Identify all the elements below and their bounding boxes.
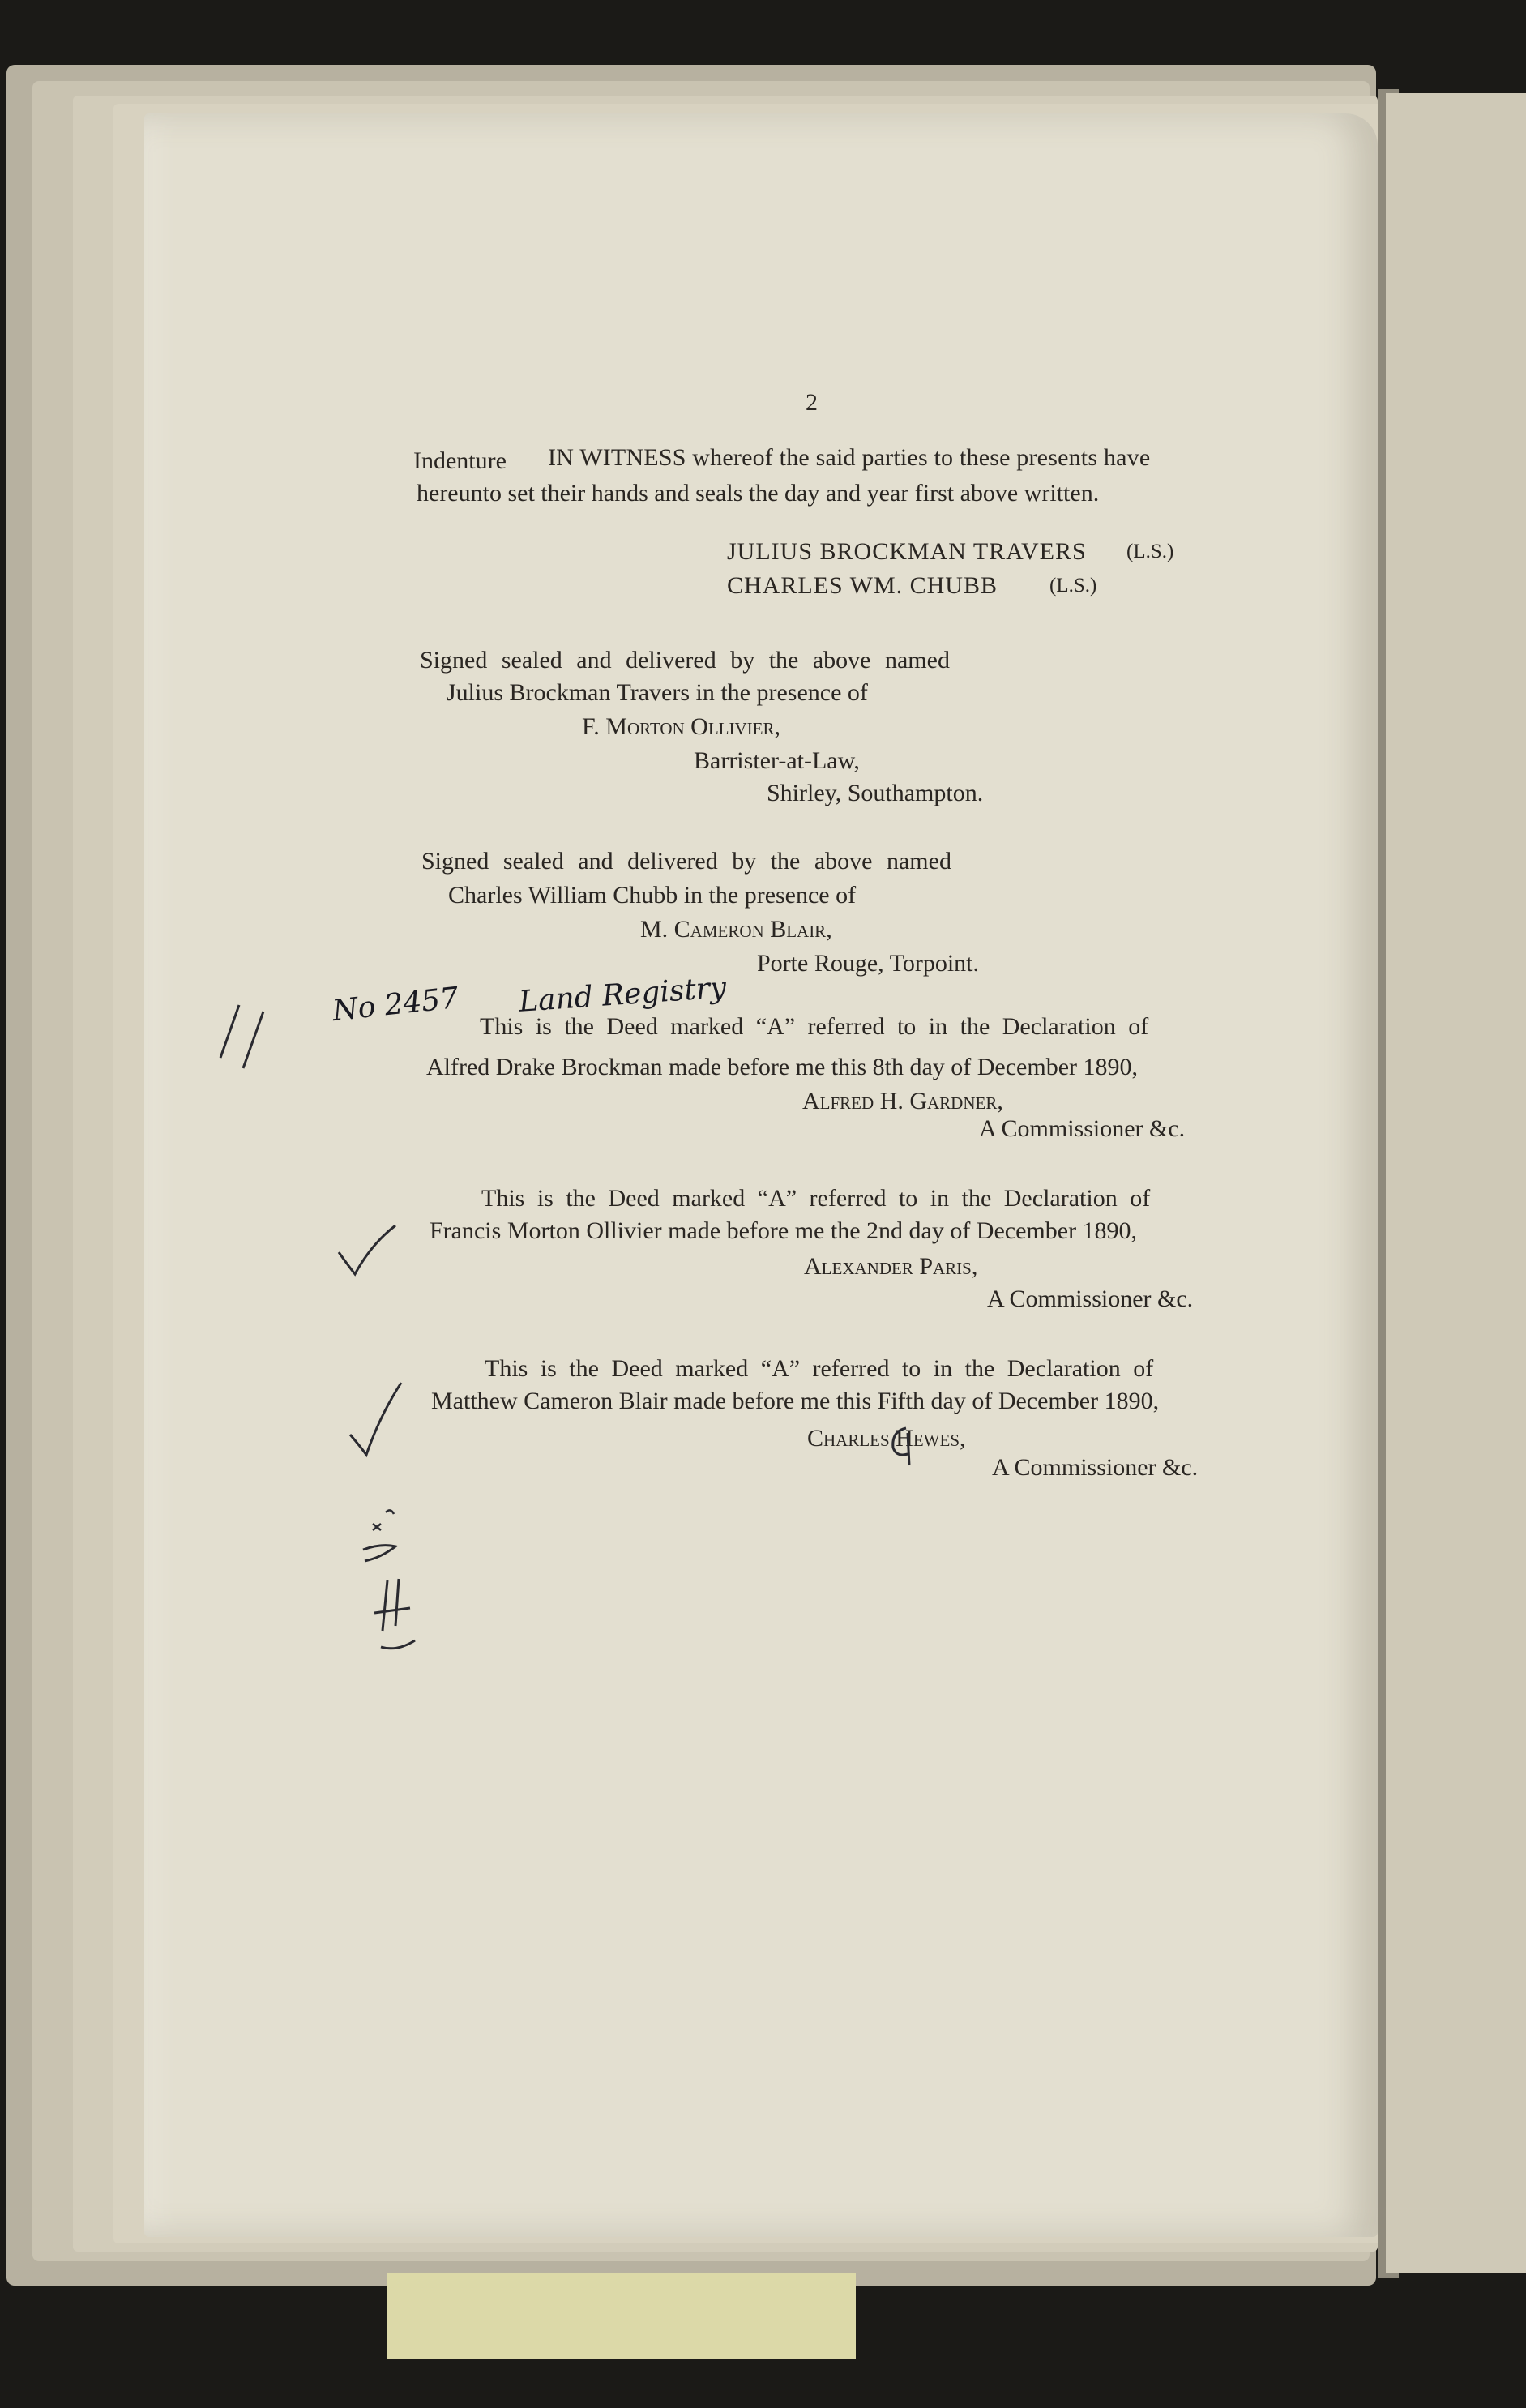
double-slash-mark (220, 1005, 263, 1068)
signatory-name: CHARLES WM. CHUBB (727, 572, 998, 599)
initials-mark (373, 1510, 394, 1530)
attestation-line: Julius Brockman Travers in the presence of (447, 679, 868, 706)
seal-mark: (L.S.) (1126, 541, 1174, 562)
initials-mark (363, 1546, 415, 1649)
declaration-line: This is the Deed marked “A” referred to in the Declaration of (480, 1013, 1149, 1040)
seal-mark: (L.S.) (1049, 575, 1097, 597)
indenture-label: Indenture (413, 447, 507, 474)
commissioner-title: A Commissioner &c. (992, 1454, 1199, 1481)
declaration-line: This is the Deed marked “A” referred to in the Declaration of (481, 1185, 1151, 1212)
witness-name: F. Morton Ollivier, (582, 713, 780, 740)
tick-mark-icon (350, 1383, 401, 1455)
hand-correction-mark (893, 1428, 909, 1465)
commissioner-name: Charles Hewes, (807, 1425, 966, 1452)
registry-note: Land Registry (517, 971, 728, 1019)
tick-mark-icon (339, 1225, 395, 1274)
witness-address: Shirley, Southampton. (767, 780, 984, 806)
commissioner-name: Alfred H. Gardner, (802, 1088, 1003, 1114)
commissioner-title: A Commissioner &c. (979, 1115, 1186, 1142)
attestation-line: Signed sealed and delivered by the above named (421, 848, 951, 875)
declaration-line: Francis Morton Ollivier made before me the 2nd day of December 1890, (430, 1217, 1138, 1244)
commissioner-title: A Commissioner &c. (987, 1285, 1194, 1312)
catalogue-tab (387, 2273, 856, 2359)
signatory-name: JULIUS BROCKMAN TRAVERS (727, 538, 1087, 565)
witness-clause-line-2: hereunto set their hands and seals the day and year first above written. (417, 480, 1100, 507)
page-number: 2 (806, 389, 818, 416)
declaration-line: Alfred Drake Brockman made before me this 8th day of December 1890, (426, 1054, 1139, 1080)
witness-address: Porte Rouge, Torpoint. (757, 950, 979, 977)
commissioner-name: Alexander Paris, (804, 1253, 978, 1280)
witness-name: M. Cameron Blair, (640, 916, 832, 943)
witness-clause-line-1: IN WITNESS whereof the said parties to these presents have (548, 444, 1151, 471)
declaration-line: This is the Deed marked “A” referred to in the Declaration of (485, 1355, 1154, 1382)
attestation-line: Signed sealed and delivered by the above named (420, 647, 950, 674)
attestation-line: Charles William Chubb in the presence of (448, 882, 857, 909)
declaration-line: Matthew Cameron Blair made before me this Fifth day of December 1890, (431, 1388, 1160, 1414)
witness-address: Barrister-at-Law, (694, 747, 860, 774)
registry-number: No 2457 (331, 981, 460, 1029)
